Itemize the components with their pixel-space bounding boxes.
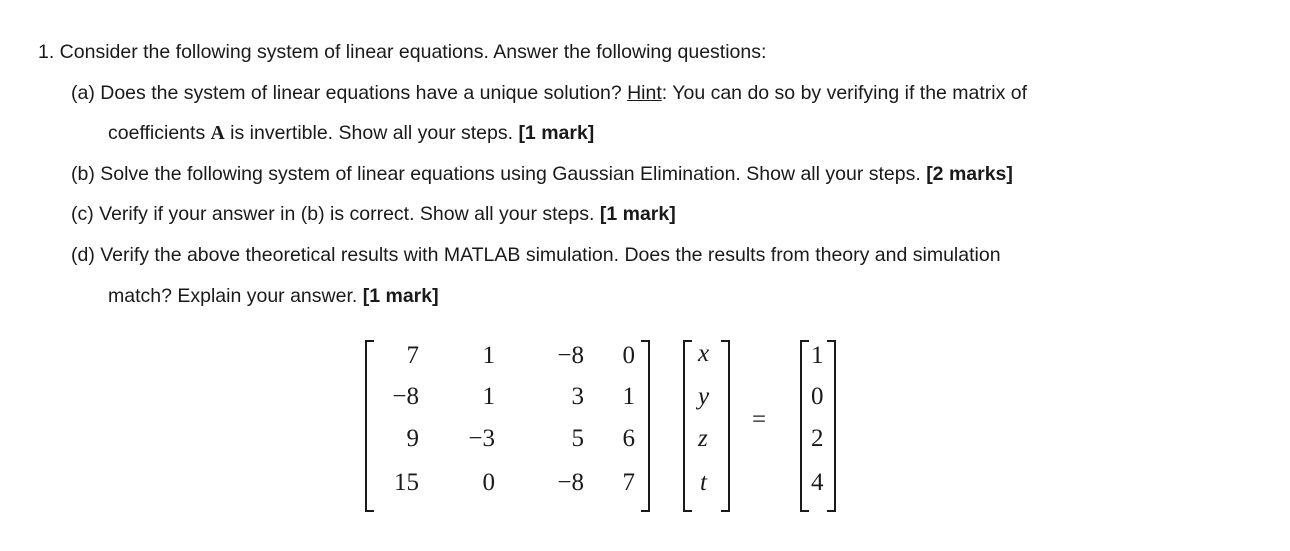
coeff-right-bracket <box>641 340 650 512</box>
rhs-cell: 0 <box>811 383 824 410</box>
var-cell: x <box>698 340 710 367</box>
coeff-cell: 9 <box>406 425 419 452</box>
var-cell: y <box>698 383 710 410</box>
part-a-cont-post: is invertible. Show all your steps. <box>224 122 519 144</box>
rhs-cell: 1 <box>811 342 824 369</box>
rhs-left-bracket <box>800 340 809 512</box>
equals-sign: = <box>752 406 767 433</box>
coeff-cell: 15 <box>394 469 419 496</box>
question-intro: 1. Consider the following system of linear equations. Answer the following questions: <box>38 41 767 63</box>
hint-label: Hint <box>627 82 662 104</box>
part-d-cont-text: match? Explain your answer. <box>108 285 363 307</box>
part-a-marks: [1 mark] <box>518 122 595 144</box>
coeff-cell: 1 <box>482 383 495 410</box>
part-b-marks: [2 marks] <box>926 163 1013 185</box>
part-d-marks: [1 mark] <box>362 285 439 307</box>
coeff-left-bracket <box>365 340 374 512</box>
coeff-cell: 1 <box>622 383 635 410</box>
coeff-cell: −8 <box>557 342 584 369</box>
coeff-cell: 6 <box>622 425 635 452</box>
rhs-right-bracket <box>827 340 836 512</box>
rhs-cell: 2 <box>811 425 824 452</box>
coeff-cell: 7 <box>406 342 419 369</box>
coeff-cell: −3 <box>468 425 495 452</box>
var-left-bracket <box>683 340 692 512</box>
matrix-symbol: A <box>210 123 225 144</box>
hint-text: : You can do so by verifying if the matrix of <box>661 82 1028 104</box>
var-cell: t <box>700 469 707 496</box>
part-c-marks: [1 mark] <box>599 203 676 225</box>
coeff-cell: 5 <box>571 425 584 452</box>
coeff-cell: 0 <box>622 342 635 369</box>
coeff-cell: 0 <box>482 469 495 496</box>
rhs-cell: 4 <box>811 469 824 496</box>
part-a-text: (a) Does the system of linear equations have a unique solution? <box>71 82 628 104</box>
part-a-cont-pre: coefficients <box>108 122 211 144</box>
coeff-cell: −8 <box>557 469 584 496</box>
part-c-text: (c) Verify if your answer in (b) is correct. Show all your steps. <box>71 203 600 225</box>
part-b-text: (b) Solve the following system of linear equations using Gaussian Elimination. Show all your steps. <box>71 163 927 185</box>
coeff-cell: 3 <box>571 383 584 410</box>
coeff-cell: −8 <box>392 383 419 410</box>
coeff-cell: 7 <box>622 469 635 496</box>
part-d: (d) Verify the above theoretical results with MATLAB simulation. Does the results from theory and simulation <box>71 244 1001 266</box>
var-right-bracket <box>721 340 730 512</box>
var-cell: z <box>698 425 708 452</box>
coeff-cell: 1 <box>482 342 495 369</box>
